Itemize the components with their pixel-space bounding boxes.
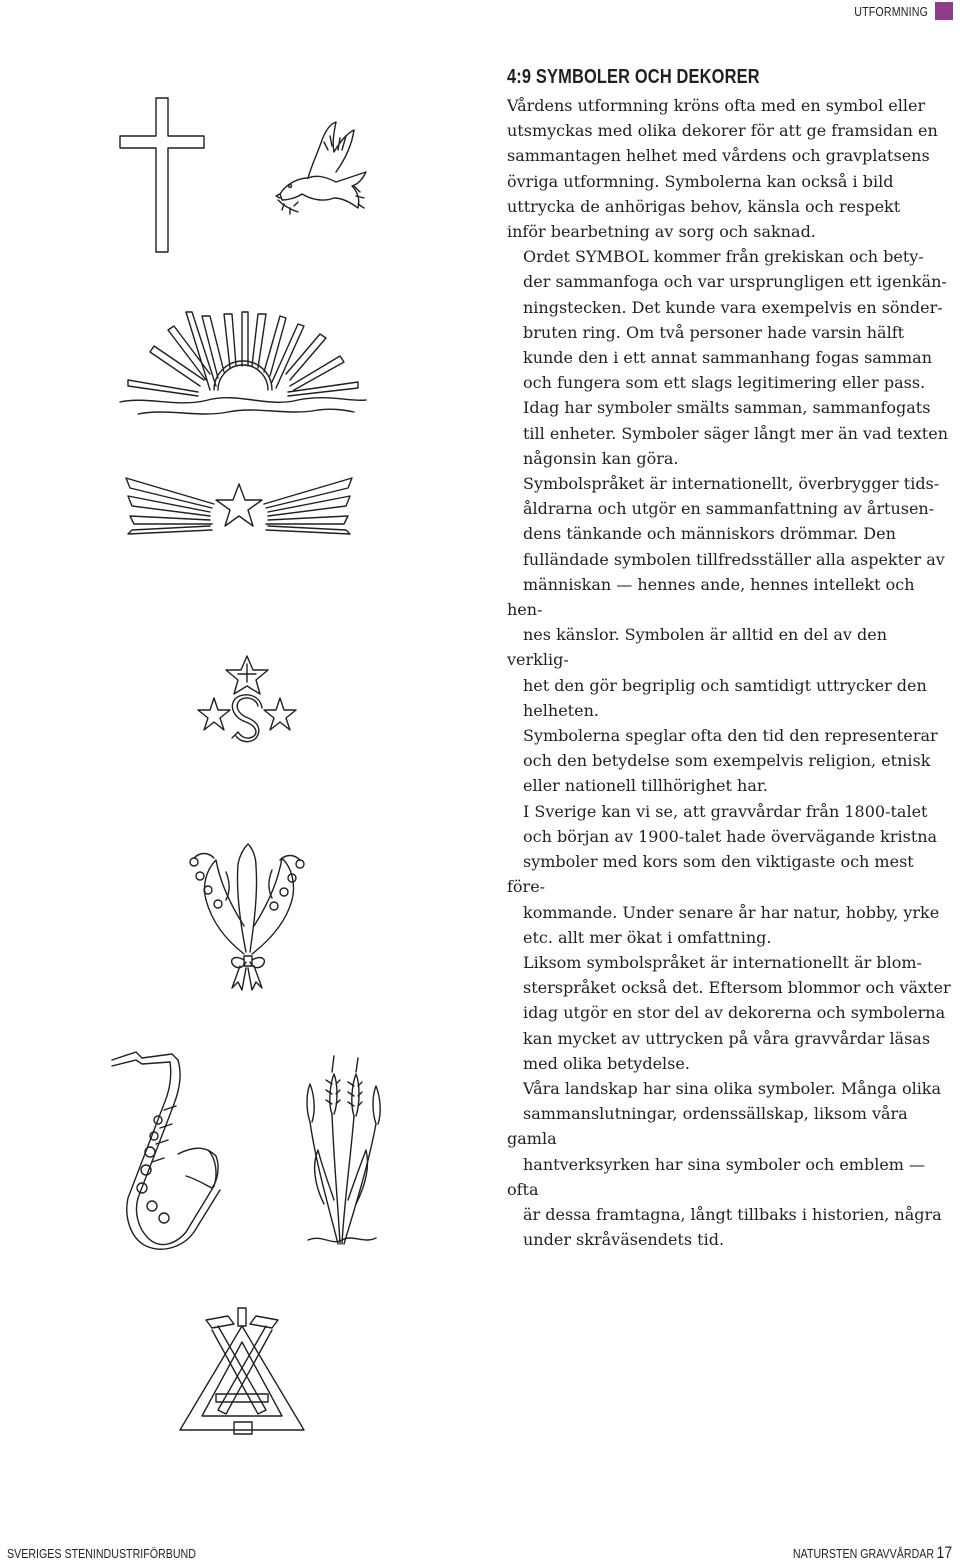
text-line: någonsin kan göra. xyxy=(523,448,679,468)
text-line: dens tänkande och människors drömmar. Den xyxy=(523,524,896,544)
footer-publisher: SVERIGES STENINDUSTRIFÖRBUND xyxy=(7,1546,196,1561)
text-line: kunde den i ett annat sammanhang fogas samman xyxy=(523,348,933,368)
text-line: het den gör begriplig och samtidigt uttrycker den xyxy=(523,675,927,695)
text-line: till enheter. Symboler säger långt mer än vad texten xyxy=(523,423,948,443)
article-heading: 4:9 SYMBOLER OCH DEKORER xyxy=(507,66,760,88)
section-color-marker xyxy=(935,2,953,20)
text-line: inför bearbetning av sorg och saknad. xyxy=(507,222,816,242)
text-line: åldrarna och utgör en sammanfattning av årtusen- xyxy=(523,499,935,519)
text-line: och fungera som ett slags legitimering eller pass. xyxy=(523,373,926,393)
text-line: symboler med kors som den viktigaste och mest före- xyxy=(507,852,914,897)
saxophone-icon xyxy=(108,1048,220,1252)
text-line: helheten. xyxy=(523,700,599,720)
text-line: bruten ring. Om två personer hade varsin hälft xyxy=(523,322,905,342)
text-line: sammantagen helhet med vårdens och gravplatsens xyxy=(507,146,930,166)
text-line: Idag har symboler smälts samman, sammanfogats xyxy=(523,398,931,418)
text-line: Våra landskap har sina olika symboler. Många olika xyxy=(523,1078,942,1098)
sunrise-icon xyxy=(118,310,368,420)
article-paragraph xyxy=(507,723,953,799)
footer-publication xyxy=(793,1543,952,1563)
text-line: övriga utformning. Symbolerna kan också i bild xyxy=(507,171,894,191)
text-line: sterspråket också det. Eftersom blommor och växter xyxy=(523,978,951,998)
text-line: Ordet SYMBOL kommer från grekiskan och bety- xyxy=(523,247,924,267)
text-line: Vårdens utformning kröns ofta med en symbol eller xyxy=(507,96,926,115)
text-line: etc. allt mer ökat i omfattning. xyxy=(523,927,772,947)
wheat-ears-icon xyxy=(298,1054,384,1250)
article xyxy=(507,66,953,1252)
text-line: hantverksyrken har sina symboler och emblem — ofta xyxy=(507,1154,926,1199)
text-line: och början av 1900-talet hade övervägande kristna xyxy=(523,826,938,846)
text-line: utsmyckas med olika dekorer för att ge framsidan en xyxy=(507,121,938,141)
article-paragraph xyxy=(507,950,953,1076)
page-number: 17 xyxy=(936,1543,952,1562)
craftsman-emblem-icon xyxy=(172,1306,314,1434)
text-line: ningstecken. Det kunde vara exempelvis en sönder- xyxy=(523,297,943,317)
text-line: nes känslor. Symbolen är alltid en del av den verklig- xyxy=(507,625,888,670)
article-paragraph xyxy=(507,799,953,950)
article-paragraph xyxy=(507,244,953,395)
text-line: med olika betydelse. xyxy=(523,1053,690,1073)
article-paragraph xyxy=(507,1076,953,1252)
three-stars-s-emblem-icon xyxy=(196,654,298,750)
text-line: Liksom symbolspråket är internationellt är blom- xyxy=(523,952,922,972)
text-line: Symbolerna speglar ofta den tid den representerar xyxy=(523,726,938,746)
cross-icon xyxy=(118,96,206,256)
article-body xyxy=(507,93,953,1252)
text-line: idag utgör en stor del av dekorerna och symbolerna xyxy=(523,1003,946,1023)
article-paragraph xyxy=(507,395,953,471)
dove-icon xyxy=(274,120,374,220)
text-line: I Sverige kan vi se, att gravvårdar från 1800-talet xyxy=(523,801,928,821)
text-line: eller nationell tillhörighet har. xyxy=(523,776,768,796)
section-label: UTFORMNING xyxy=(854,4,928,19)
text-line: sammanslutningar, ordenssällskap, liksom våra gamla xyxy=(507,1104,908,1149)
article-paragraph xyxy=(507,93,953,244)
text-line: Symbolspråket är internationellt, överbrygger tids- xyxy=(523,474,940,494)
text-line: människan — hennes ande, hennes intellekt och hen- xyxy=(507,574,915,620)
text-line: der sammanfoga och var ursprungligen ett igenkän- xyxy=(523,272,947,292)
text-line: kommande. Under senare år har natur, hobby, yrke xyxy=(523,902,940,922)
article-paragraph xyxy=(507,471,953,723)
text-line: och den betydelse som exempelvis religion, etnisk xyxy=(523,751,931,771)
star-with-rays-icon xyxy=(124,476,364,536)
footer-title: NATURSTEN GRAVVÅRDAR xyxy=(792,1546,935,1561)
text-line: kan mycket av uttrycken på våra gravvårdar läsas xyxy=(523,1028,931,1048)
text-line: uttrycka de anhörigas behov, känsla och respekt xyxy=(507,196,901,216)
lily-of-the-valley-icon xyxy=(186,842,312,992)
text-line: är dessa framtagna, långt tillbaks i historien, några xyxy=(523,1204,942,1224)
text-line: fulländade symbolen tillfredsställer alla aspekter av xyxy=(523,549,945,569)
text-line: under skråväsendets tid. xyxy=(523,1230,725,1250)
